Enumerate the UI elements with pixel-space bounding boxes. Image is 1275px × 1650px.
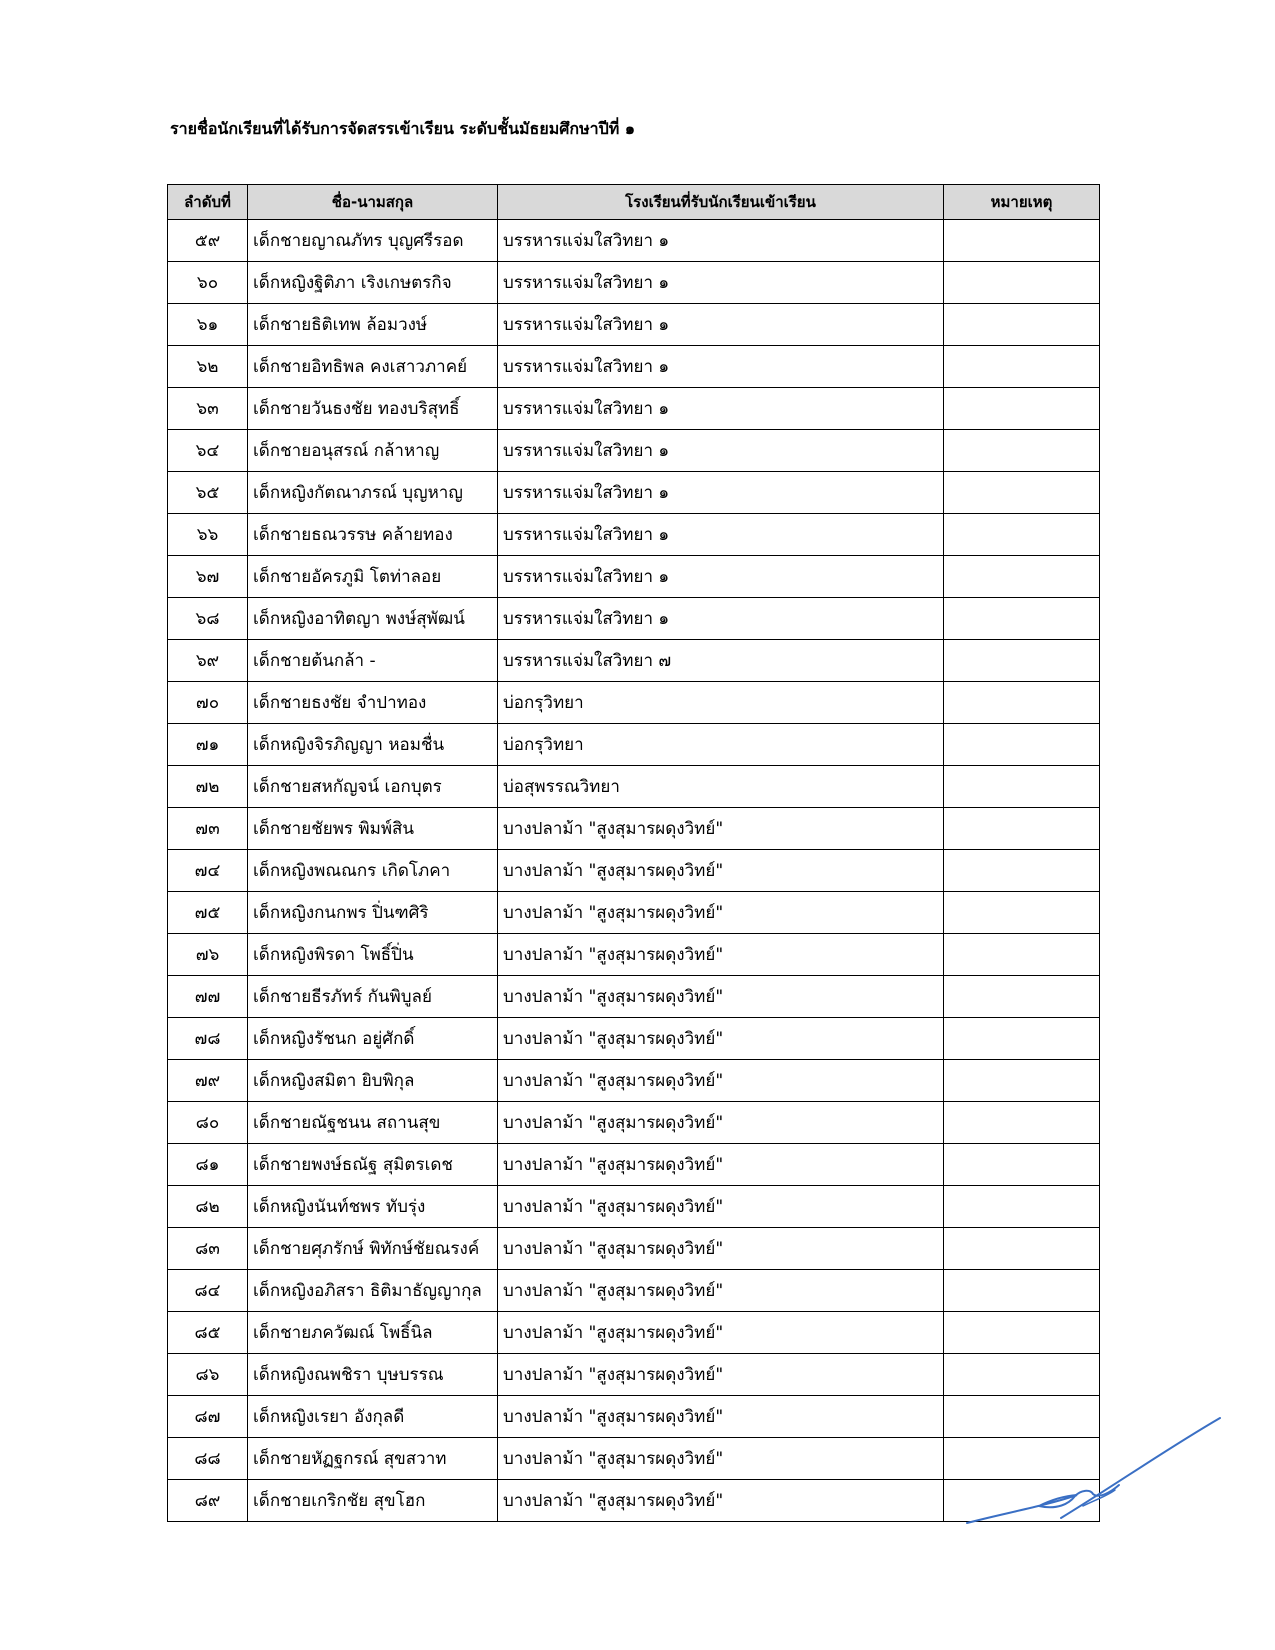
cell-name: เด็กชายณัฐชนน สถานสุข [248,1102,498,1144]
cell-no: ๘๑ [168,1144,248,1186]
cell-no: ๖๒ [168,346,248,388]
cell-no: ๘๙ [168,1480,248,1522]
table-row [168,556,1100,598]
cell-school: บ่อสุพรรณวิทยา [498,766,944,808]
table-row [168,346,1100,388]
cell-school: บรรหารแจ่มใสวิทยา ๑ [498,430,944,472]
cell-remark [944,262,1100,304]
cell-name: เด็กชายอิทธิพล คงเสาวภาคย์ [248,346,498,388]
cell-name: เด็กหญิงอภิสรา ธิติมาธัญญากุล [248,1270,498,1312]
cell-name: เด็กชายธีรภัทร์ กันพิบูลย์ [248,976,498,1018]
table-row [168,1396,1100,1438]
cell-remark [944,430,1100,472]
table-row [168,514,1100,556]
cell-name: เด็กชายอัครภูมิ โตท่าลอย [248,556,498,598]
cell-no: ๖๖ [168,514,248,556]
cell-school: บางปลาม้า "สูงสุมารผดุงวิทย์" [498,1060,944,1102]
cell-school: บางปลาม้า "สูงสุมารผดุงวิทย์" [498,1312,944,1354]
cell-school: บางปลาม้า "สูงสุมารผดุงวิทย์" [498,1480,944,1522]
cell-no: ๕๙ [168,220,248,262]
cell-remark [944,304,1100,346]
cell-no: ๘๒ [168,1186,248,1228]
cell-name: เด็กหญิงพิรดา โพธิ์ปิ่น [248,934,498,976]
cell-school: บางปลาม้า "สูงสุมารผดุงวิทย์" [498,1396,944,1438]
header-no: ลำดับที่ [168,185,248,220]
cell-no: ๗๑ [168,724,248,766]
table-row [168,976,1100,1018]
page-title: รายชื่อนักเรียนที่ได้รับการจัดสรรเข้าเรียน ระดับชั้นมัธยมศึกษาปีที่ ๑ [170,119,636,138]
cell-school: บรรหารแจ่มใสวิทยา ๑ [498,472,944,514]
table-row [168,1354,1100,1396]
cell-no: ๖๗ [168,556,248,598]
cell-name: เด็กชายธิติเทพ ล้อมวงษ์ [248,304,498,346]
cell-school: บางปลาม้า "สูงสุมารผดุงวิทย์" [498,1228,944,1270]
header-remark: หมายเหตุ [944,185,1100,220]
cell-no: ๗๙ [168,1060,248,1102]
cell-remark [944,1186,1100,1228]
cell-no: ๘๔ [168,1270,248,1312]
cell-remark [944,472,1100,514]
cell-remark [944,346,1100,388]
cell-name: เด็กหญิงณพชิรา บุษบรรณ [248,1354,498,1396]
cell-name: เด็กหญิงรัชนก อยู่ศักดิ์ [248,1018,498,1060]
cell-name: เด็กหญิงอาทิตญา พงษ์สุพัฒน์ [248,598,498,640]
cell-name: เด็กชายธงชัย จำปาทอง [248,682,498,724]
cell-remark [944,1018,1100,1060]
cell-school: บรรหารแจ่มใสวิทยา ๑ [498,388,944,430]
cell-school: บางปลาม้า "สูงสุมารผดุงวิทย์" [498,808,944,850]
cell-remark [944,682,1100,724]
cell-no: ๗๓ [168,808,248,850]
cell-name: เด็กหญิงฐิติภา เริงเกษตรกิจ [248,262,498,304]
student-table [167,184,1100,1522]
table-row [168,850,1100,892]
cell-school: บางปลาม้า "สูงสุมารผดุงวิทย์" [498,850,944,892]
cell-name: เด็กชายภควัฒณ์ โพธิ์นิล [248,1312,498,1354]
cell-no: ๖๘ [168,598,248,640]
cell-name: เด็กหญิงจิรภิญญา หอมชื่น [248,724,498,766]
cell-school: บางปลาม้า "สูงสุมารผดุงวิทย์" [498,1354,944,1396]
cell-name: เด็กหญิงเรยา อังกุลดี [248,1396,498,1438]
table-row [168,1228,1100,1270]
table-row [168,1480,1100,1522]
table-row [168,1312,1100,1354]
table-row [168,934,1100,976]
cell-remark [944,808,1100,850]
cell-name: เด็กหญิงสมิตา ยิบพิกุล [248,1060,498,1102]
cell-remark [944,514,1100,556]
cell-name: เด็กชายหัฏฐกรณ์ สุขสวาท [248,1438,498,1480]
cell-school: บ่อกรุวิทยา [498,682,944,724]
cell-no: ๘๖ [168,1354,248,1396]
cell-no: ๖๓ [168,388,248,430]
table-row [168,1102,1100,1144]
table-body [168,220,1100,1522]
cell-school: บางปลาม้า "สูงสุมารผดุงวิทย์" [498,892,944,934]
cell-remark [944,1102,1100,1144]
table-row [168,766,1100,808]
table-row [168,304,1100,346]
cell-remark [944,1312,1100,1354]
cell-remark [944,934,1100,976]
signature [965,1400,1225,1530]
table-row [168,262,1100,304]
cell-name: เด็กหญิงกนกพร ปิ่นฑศิริ [248,892,498,934]
cell-remark [944,1144,1100,1186]
table-row [168,1270,1100,1312]
cell-remark [944,388,1100,430]
cell-no: ๘๐ [168,1102,248,1144]
cell-name: เด็กหญิงนันท์ชพร ทับรุ่ง [248,1186,498,1228]
table-row [168,1060,1100,1102]
cell-no: ๘๓ [168,1228,248,1270]
cell-remark [944,598,1100,640]
cell-school: บรรหารแจ่มใสวิทยา ๑ [498,514,944,556]
table-row [168,892,1100,934]
cell-school: บรรหารแจ่มใสวิทยา ๑ [498,598,944,640]
cell-school: บางปลาม้า "สูงสุมารผดุงวิทย์" [498,1102,944,1144]
cell-name: เด็กหญิงกัตณาภรณ์ บุญหาญ [248,472,498,514]
cell-school: บางปลาม้า "สูงสุมารผดุงวิทย์" [498,934,944,976]
cell-no: ๖๙ [168,640,248,682]
cell-remark [944,724,1100,766]
cell-no: ๗๐ [168,682,248,724]
cell-no: ๖๐ [168,262,248,304]
cell-school: บางปลาม้า "สูงสุมารผดุงวิทย์" [498,1018,944,1060]
cell-name: เด็กชายสหกัญจน์ เอกบุตร [248,766,498,808]
table-row [168,430,1100,472]
table-row [168,724,1100,766]
cell-school: บรรหารแจ่มใสวิทยา ๑ [498,262,944,304]
cell-no: ๘๘ [168,1438,248,1480]
cell-no: ๖๔ [168,430,248,472]
cell-name: เด็กชายศุภรักษ์ พิทักษ์ชัยณรงค์ [248,1228,498,1270]
table-row [168,1186,1100,1228]
cell-school: บางปลาม้า "สูงสุมารผดุงวิทย์" [498,976,944,1018]
cell-no: ๘๗ [168,1396,248,1438]
cell-school: บรรหารแจ่มใสวิทยา ๗ [498,640,944,682]
cell-school: บรรหารแจ่มใสวิทยา ๑ [498,346,944,388]
table-row [168,220,1100,262]
table-row [168,598,1100,640]
table-row [168,1144,1100,1186]
cell-no: ๗๘ [168,1018,248,1060]
header-school: โรงเรียนที่รับนักเรียนเข้าเรียน [498,185,944,220]
cell-no: ๗๕ [168,892,248,934]
cell-remark [944,1228,1100,1270]
cell-name: เด็กหญิงพณณกร เกิดโภคา [248,850,498,892]
cell-school: บางปลาม้า "สูงสุมารผดุงวิทย์" [498,1270,944,1312]
cell-remark [944,976,1100,1018]
cell-name: เด็กชายอนุสรณ์ กล้าหาญ [248,430,498,472]
cell-name: เด็กชายชัยพร พิมพ์สิน [248,808,498,850]
table-row [168,388,1100,430]
cell-remark [944,220,1100,262]
cell-remark [944,640,1100,682]
cell-no: ๘๕ [168,1312,248,1354]
table-row [168,682,1100,724]
cell-remark [944,850,1100,892]
cell-remark [944,1354,1100,1396]
cell-name: เด็กชายวันธงชัย ทองบริสุทธิ์ [248,388,498,430]
cell-name: เด็กชายญาณภัทร บุญศรีรอด [248,220,498,262]
cell-name: เด็กชายเกริกชัย สุขโฮก [248,1480,498,1522]
table-row [168,1018,1100,1060]
cell-no: ๗๗ [168,976,248,1018]
cell-school: บางปลาม้า "สูงสุมารผดุงวิทย์" [498,1144,944,1186]
cell-name: เด็กชายต้นกล้า - [248,640,498,682]
cell-no: ๖๕ [168,472,248,514]
cell-remark [944,556,1100,598]
cell-school: บ่อกรุวิทยา [498,724,944,766]
cell-school: บรรหารแจ่มใสวิทยา ๑ [498,304,944,346]
cell-remark [944,1270,1100,1312]
table-header-row [168,185,1100,220]
table-row [168,640,1100,682]
table-row [168,472,1100,514]
cell-school: บางปลาม้า "สูงสุมารผดุงวิทย์" [498,1438,944,1480]
cell-school: บรรหารแจ่มใสวิทยา ๑ [498,556,944,598]
cell-remark [944,892,1100,934]
cell-name: เด็กชายธณวรรษ คล้ายทอง [248,514,498,556]
cell-no: ๗๔ [168,850,248,892]
cell-name: เด็กชายพงษ์ธณัฐ สุมิตรเดช [248,1144,498,1186]
table-row [168,808,1100,850]
cell-school: บางปลาม้า "สูงสุมารผดุงวิทย์" [498,1186,944,1228]
header-name: ชื่อ-นามสกุล [248,185,498,220]
cell-remark [944,1060,1100,1102]
cell-remark [944,766,1100,808]
cell-school: บรรหารแจ่มใสวิทยา ๑ [498,220,944,262]
cell-no: ๗๒ [168,766,248,808]
cell-no: ๗๖ [168,934,248,976]
cell-no: ๖๑ [168,304,248,346]
table-row [168,1438,1100,1480]
